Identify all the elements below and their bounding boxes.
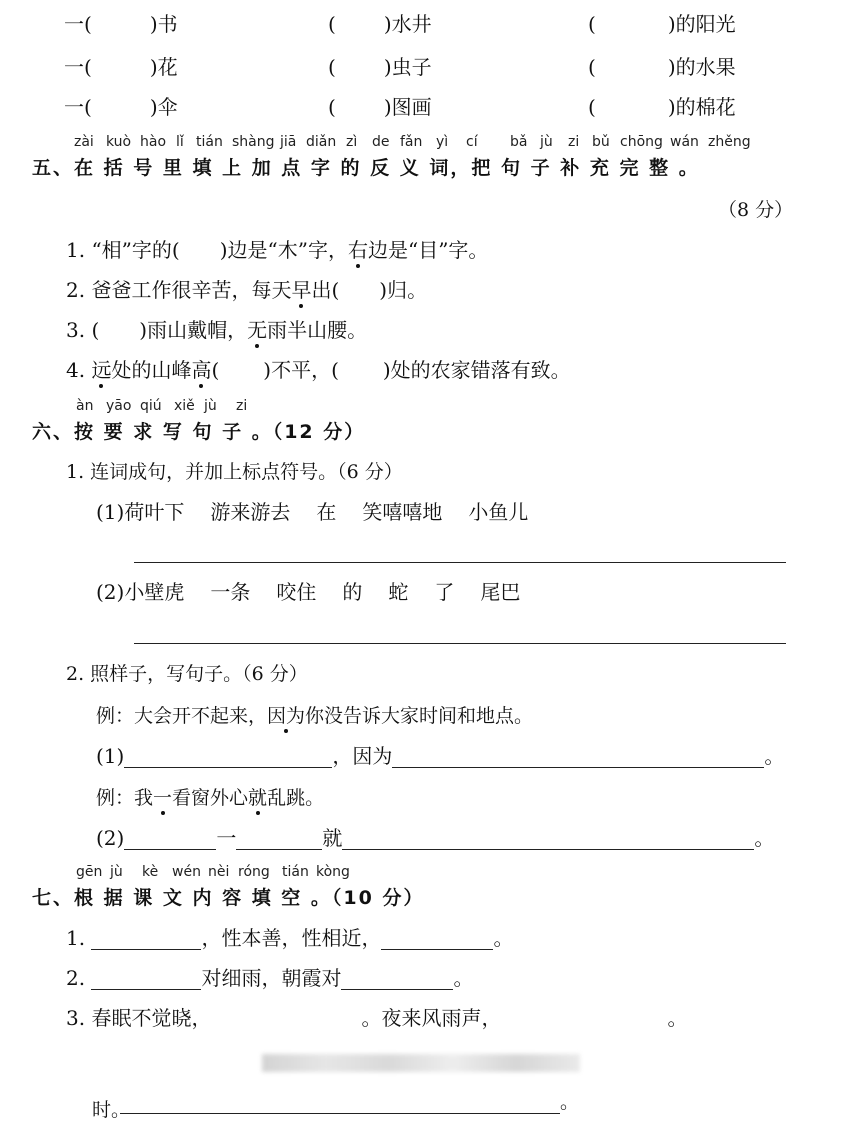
- answer-line-1[interactable]: [134, 562, 786, 563]
- section6-title: 六、按 要 求 写 句 子 。（12 分）: [32, 421, 366, 443]
- blank-7-1a[interactable]: [91, 929, 201, 950]
- section6-q2-answer2: (2) 一 就 。: [96, 826, 775, 850]
- section5-score: （8 分）: [718, 199, 794, 221]
- blank-7-1b[interactable]: [381, 929, 493, 950]
- section5-item-1: 1. “相”字的( )边是“木”字，右边是“目”字。: [66, 238, 489, 262]
- section7-title: 七、根 据 课 文 内 容 填 空 。（10 分）: [32, 887, 425, 909]
- blurred-watermark: [262, 1054, 580, 1072]
- blank-7-2b[interactable]: [341, 969, 453, 990]
- section6-q2-label: 2. 照样子，写句子。（6 分）: [66, 663, 308, 685]
- section7-item-2: 2. 对细雨，朝霞对 。: [66, 966, 474, 990]
- section5-title: 五、在 括 号 里 填 上 加 点 字 的 反 义 词，把 句 子 补 充 完 整 。: [32, 157, 700, 179]
- blank-7-4[interactable]: [120, 1093, 560, 1114]
- section6-q1-sentence2: (2)小壁虎 一条 咬住 的 蛇 了 尾巴: [96, 580, 521, 604]
- section7-cut-line: 时。 。: [92, 1091, 580, 1121]
- section5-item-3: 3. ( )雨山戴帽，无雨半山腰。: [66, 318, 368, 342]
- row3-col3: ( )的棉花: [588, 95, 736, 119]
- row2-col1: 一( )花: [64, 55, 178, 79]
- blank-r2b[interactable]: [236, 829, 322, 850]
- section5-item-4: 4. 远处的山峰高( )不平，( )处的农家错落有致。: [66, 358, 571, 382]
- section6-q2-example1: 例：大会开不起来，因为你没告诉大家时间和地点。: [96, 705, 534, 727]
- answer-line-2[interactable]: [134, 643, 786, 644]
- row3-col2: ( )图画: [328, 95, 432, 119]
- blank-r1a[interactable]: [124, 747, 332, 768]
- blank-r2a[interactable]: [124, 829, 216, 850]
- row1-col3: ( )的阳光: [588, 12, 736, 36]
- row2-col2: ( )虫子: [328, 55, 432, 79]
- blank-r2c[interactable]: [342, 829, 754, 850]
- section6-q1-sentence1: (1)荷叶下 游来游去 在 笑嘻嘻地 小鱼儿: [96, 500, 529, 524]
- section6-q2-answer1: (1) ，因为 。: [96, 744, 785, 768]
- section7-item-1: 1. ，性本善，性相近， 。: [66, 926, 514, 950]
- section6-q1-label: 1. 连词成句，并加上标点符号。（6 分）: [66, 461, 403, 483]
- row1-col1: 一( )书: [64, 12, 178, 36]
- row2-col3: ( )的水果: [588, 55, 736, 79]
- section5-item-2: 2. 爸爸工作很辛苦，每天早出( )归。: [66, 278, 428, 302]
- row3-col1: 一( )伞: [64, 95, 178, 119]
- blank-7-2a[interactable]: [91, 969, 201, 990]
- row1-col2: ( )水井: [328, 12, 432, 36]
- section6-q2-example2: 例：我一看窗外心就乱跳。: [96, 787, 325, 809]
- section7-item-3: 3. 春眠不觉晓， 。夜来风雨声， 。: [66, 1006, 688, 1030]
- blank-r1b[interactable]: [392, 747, 764, 768]
